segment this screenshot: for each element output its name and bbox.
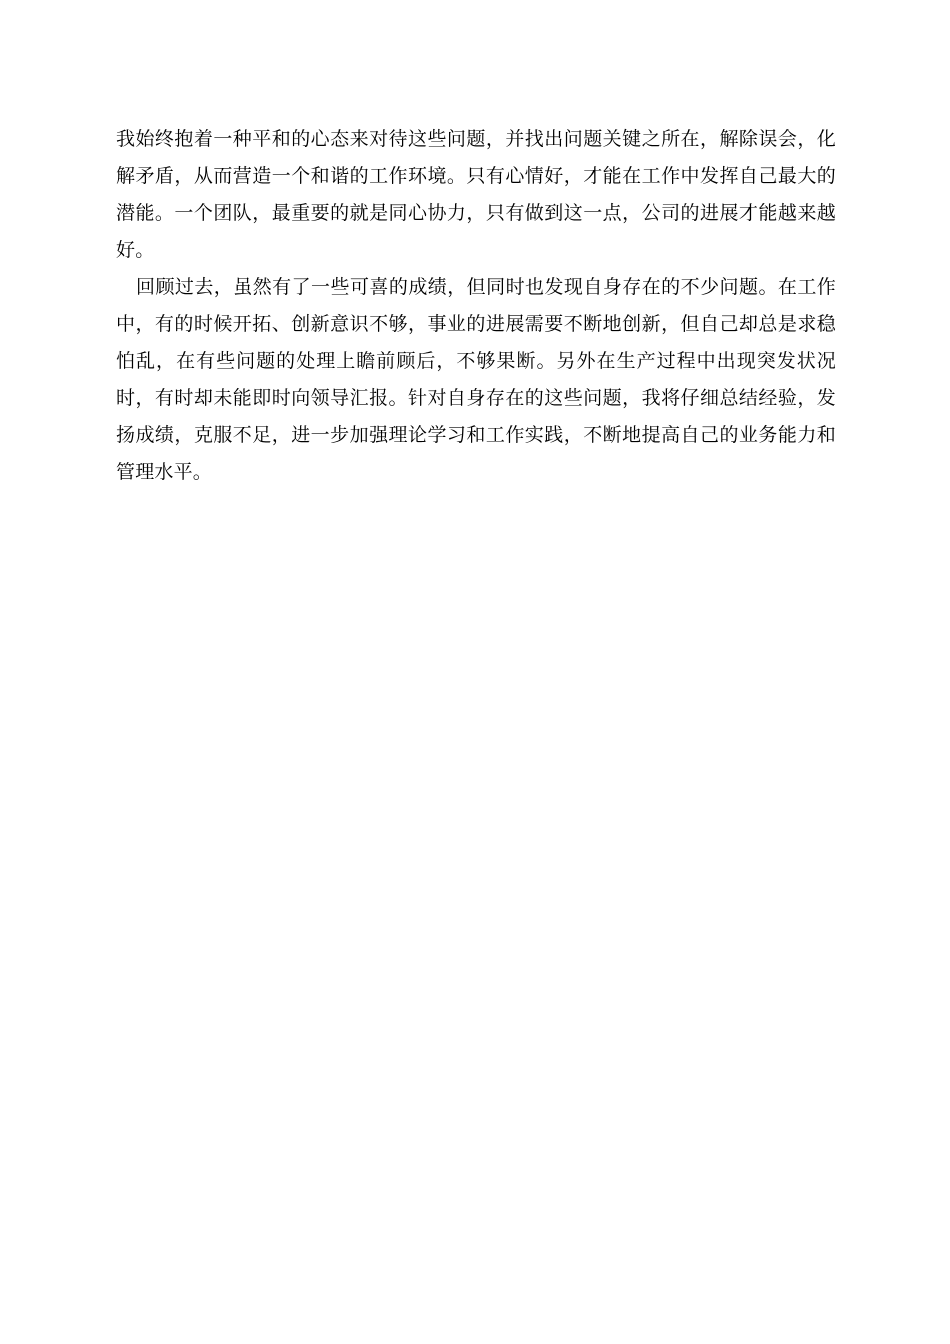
document-body bbox=[116, 121, 836, 491]
paragraph-1: 我始终抱着一种平和的心态来对待这些问题，并找出问题关键之所在，解除误会，化解矛盾，从而营造一个和谐的工作环境。只有心情好，才能在工作中发挥自己最大的潜能。一个团队，最重要的就是同心协力，只有做到这一点，公司的进展才能越来越好。 bbox=[116, 128, 836, 261]
paragraph-2: 回顾过去，虽然有了一些可喜的成绩，但同时也发现自身存在的不少问题。在工作中，有的时候开拓、创新意识不够，事业的进展需要不断地创新，但自己却总是求稳怕乱，在有些问题的处理上瞻前顾后，不够果断。另外在生产过程中出现突发状况时，有时却未能即时向领导汇报。针对自身存在的这些问题，我将仔细总结经验，发扬成绩，克服不足，进一步加强理论学习和工作实践，不断地提高自己的业务能力和管理水平。 bbox=[116, 276, 836, 483]
